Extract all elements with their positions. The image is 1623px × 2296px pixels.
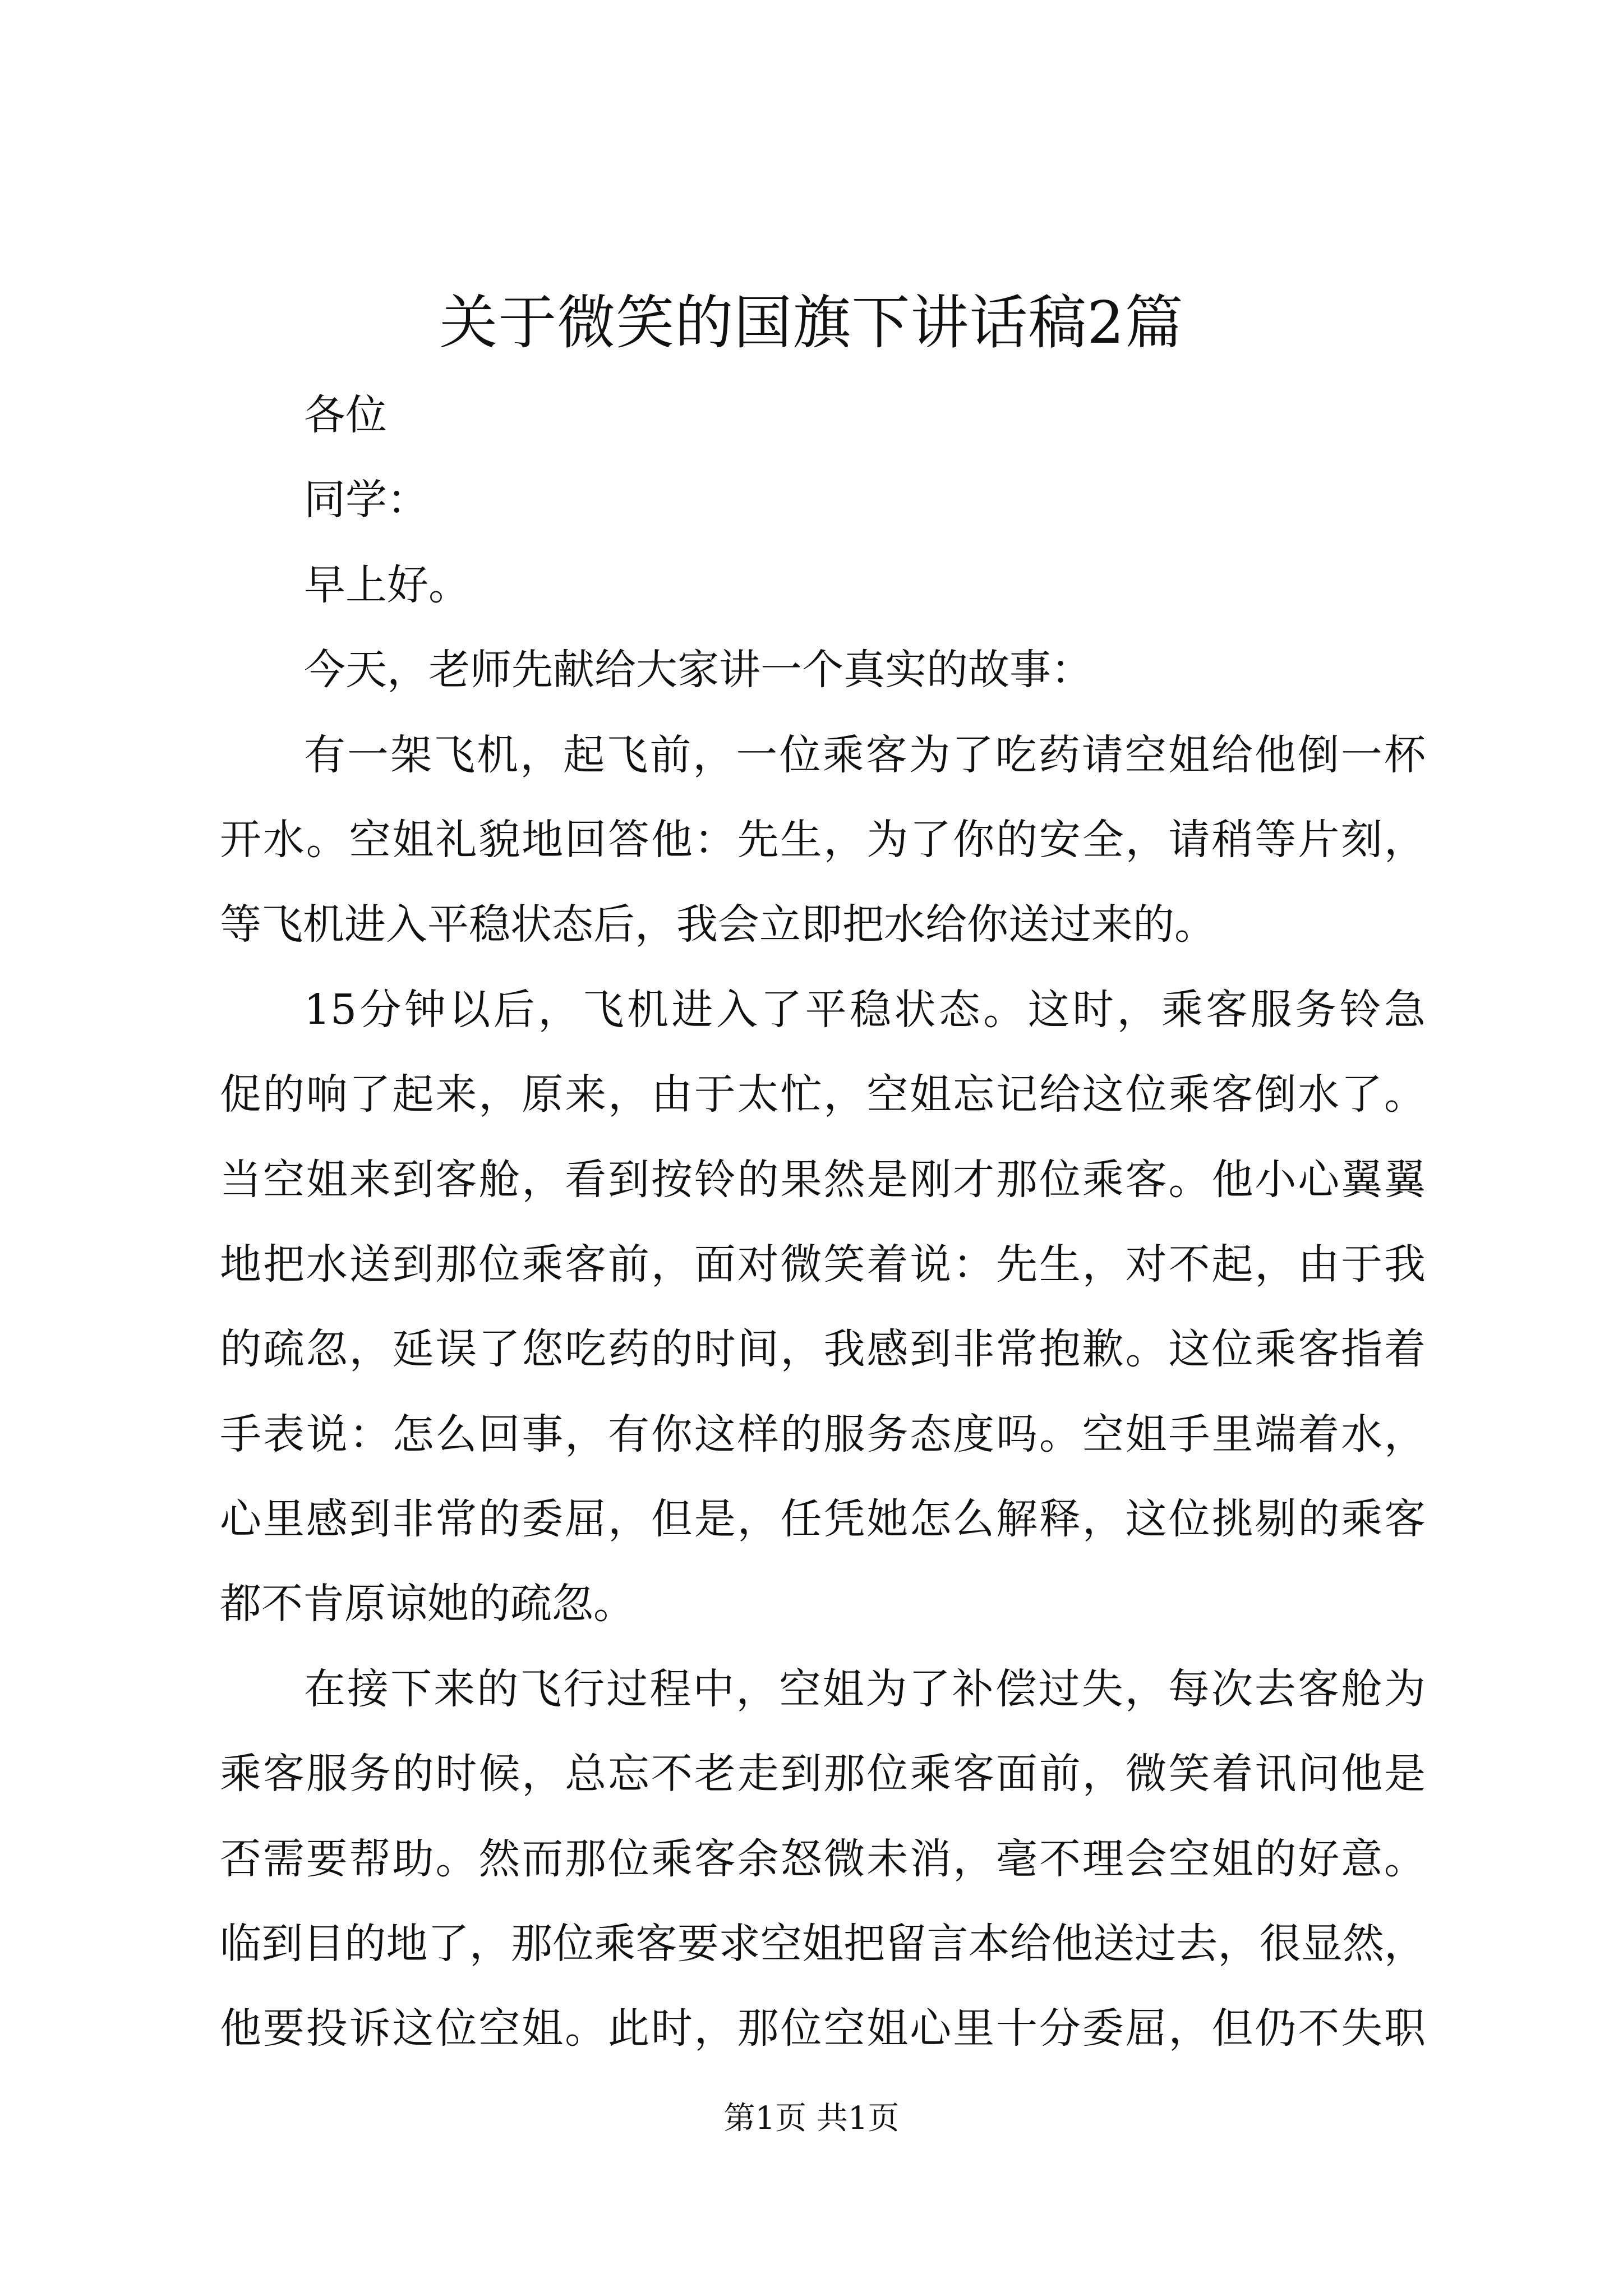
text-line: 他要投诉这位空姐。此时，那位空姐心里十分委屈，但仍不失职 [220, 2004, 1426, 2053]
text-line: 心里感到非常的委屈，但是，任凭她怎么解释，这位挑剔的乘客 [220, 1495, 1426, 1544]
text-line: 在接下来的飞行过程中，空姐为了补偿过失，每次去客舱为 [304, 1664, 1426, 1713]
document-title: 关于微笑的国旗下讲话稿2篇 [439, 288, 1184, 357]
text-line: 否需要帮助。然而那位乘客余怒微未消，毫不理会空姐的好意。 [220, 1834, 1426, 1883]
text-line: 15分钟以后，飞机进入了平稳状态。这时，乘客服务铃急 [304, 985, 1426, 1034]
document-body [220, 373, 1426, 2072]
text-line: 开水。空姐礼貌地回答他：先生，为了你的安全，请稍等片刻， [220, 815, 1426, 864]
text-line: 乘客服务的时候，总忘不老走到那位乘客面前，微笑着讯问他是 [220, 1750, 1426, 1798]
text-line: 今天，老师先献给大家讲一个真实的故事： [304, 646, 1092, 694]
text-line: 等飞机进入平稳状态后，我会立即把水给你送过来的。 [220, 900, 1216, 949]
text-line: 临到目的地了，那位乘客要求空姐把留言本给他送过去，很显然， [220, 1920, 1426, 1968]
text-line: 同学： [304, 476, 428, 524]
text-line: 各位 [304, 391, 387, 439]
text-line: 地把水送到那位乘客前，面对微笑着说：先生，对不起，由于我 [220, 1240, 1426, 1289]
text-line: 促的响了起来，原来，由于太忙，空姐忘记给这位乘客倒水了。 [220, 1070, 1426, 1119]
text-line: 手表说：怎么回事，有你这样的服务态度吗。空姐手里端着水， [220, 1410, 1426, 1458]
text-line: 都不肯原谅她的疏忽。 [220, 1580, 635, 1628]
text-line: 早上好。 [304, 560, 470, 609]
text-line: 有一架飞机，起飞前，一位乘客为了吃药请空姐给他倒一杯 [304, 730, 1426, 779]
text-line: 的疏忽，延误了您吃药的时间，我感到非常抱歉。这位乘客指着 [220, 1325, 1426, 1374]
page-footer: 第1页 共1页 [723, 2100, 900, 2137]
text-line: 当空姐来到客舱，看到按铃的果然是刚才那位乘客。他小心翼翼 [220, 1155, 1426, 1204]
